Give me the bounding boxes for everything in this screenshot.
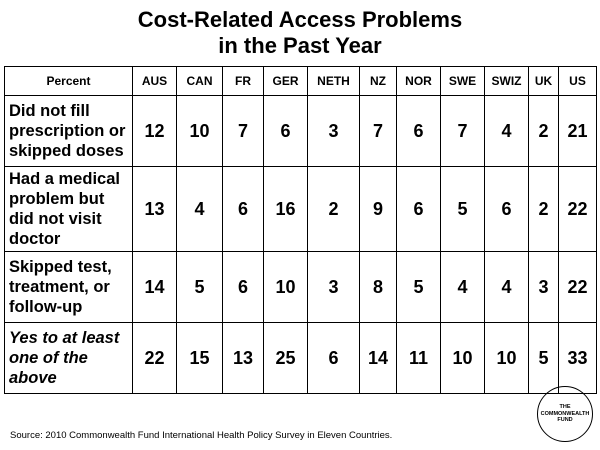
table-cell: 5: [397, 252, 441, 323]
title-line-1: Cost-Related Access Problems: [137, 7, 463, 32]
row-label-line: above: [9, 369, 57, 387]
table-cell: 22: [559, 252, 597, 323]
column-header: NZ: [360, 67, 397, 96]
table-cell: 5: [529, 323, 559, 394]
table-cell: 6: [308, 323, 360, 394]
table-cell: 21: [559, 96, 597, 167]
table-cell: 12: [133, 96, 177, 167]
logo-line-3: FUND: [557, 417, 573, 424]
row-label-line: one of the: [9, 349, 88, 367]
table-cell: 3: [308, 252, 360, 323]
table-cell: 3: [308, 96, 360, 167]
table-cell: 6: [223, 252, 264, 323]
row-label-line: Yes to at least: [9, 329, 120, 347]
source-note: Source: 2010 Commonwealth Fund International Health Policy Survey in Eleven Countries.: [10, 430, 393, 441]
column-header: NOR: [397, 67, 441, 96]
table-cell: 6: [485, 167, 529, 252]
table-cell: 9: [360, 167, 397, 252]
table-cell: 10: [177, 96, 223, 167]
row-label-line: Skipped test,: [9, 258, 112, 276]
column-header: AUS: [133, 67, 177, 96]
table-cell: 14: [360, 323, 397, 394]
table-row: [5, 252, 597, 323]
table-cell: 10: [441, 323, 485, 394]
column-header: UK: [529, 67, 559, 96]
table-cell: 6: [397, 96, 441, 167]
column-header: FR: [223, 67, 264, 96]
row-label-line: prescription or: [9, 122, 126, 140]
table-cell: 22: [559, 167, 597, 252]
table-cell: 10: [485, 323, 529, 394]
table-cell: 7: [223, 96, 264, 167]
table-cell: 22: [133, 323, 177, 394]
table-cell: 8: [360, 252, 397, 323]
table-cell: 6: [223, 167, 264, 252]
row-label-line: Had a medical: [9, 170, 120, 188]
row-label-line: did not visit: [9, 210, 102, 228]
table-cell: 6: [264, 96, 308, 167]
column-header: CAN: [177, 67, 223, 96]
table-cell: 3: [529, 252, 559, 323]
row-label: [5, 252, 133, 323]
title-line-2: in the Past Year: [218, 33, 382, 58]
table-cell: 10: [264, 252, 308, 323]
table-cell: 15: [177, 323, 223, 394]
table-cell: 33: [559, 323, 597, 394]
row-label-line: doctor: [9, 230, 61, 248]
row-label-line: Did not fill: [9, 102, 90, 120]
row-label-line: treatment, or: [9, 278, 110, 296]
column-header: GER: [264, 67, 308, 96]
table-cell: 5: [441, 167, 485, 252]
table-cell: 13: [133, 167, 177, 252]
chart-title: [0, 7, 600, 59]
table-cell: 7: [360, 96, 397, 167]
table-cell: 14: [133, 252, 177, 323]
table-cell: 4: [485, 252, 529, 323]
column-header: SWE: [441, 67, 485, 96]
table-cell: 2: [308, 167, 360, 252]
logo-line-1: THE: [559, 404, 571, 411]
row-label: [5, 323, 133, 394]
row-label-line: problem but: [9, 190, 105, 208]
table-cell: 2: [529, 96, 559, 167]
header-row: [5, 67, 597, 96]
commonwealth-fund-logo: [537, 386, 593, 442]
column-header: SWIZ: [485, 67, 529, 96]
column-header: NETH: [308, 67, 360, 96]
table-cell: 13: [223, 323, 264, 394]
table-cell: 2: [529, 167, 559, 252]
table-cell: 7: [441, 96, 485, 167]
table-cell: 4: [177, 167, 223, 252]
table-cell: 4: [485, 96, 529, 167]
row-label: [5, 167, 133, 252]
column-header: US: [559, 67, 597, 96]
table-cell: 5: [177, 252, 223, 323]
table-cell: 25: [264, 323, 308, 394]
table-row: [5, 323, 597, 394]
row-label: [5, 96, 133, 167]
corner-label: Percent: [5, 67, 133, 96]
row-label-line: skipped doses: [9, 142, 124, 160]
table-cell: 11: [397, 323, 441, 394]
table-cell: 16: [264, 167, 308, 252]
table-cell: 6: [397, 167, 441, 252]
table-row: [5, 167, 597, 252]
logo-line-2: COMMONWEALTH: [540, 410, 590, 417]
data-table: [4, 66, 597, 394]
table-row: [5, 96, 597, 167]
table-cell: 4: [441, 252, 485, 323]
row-label-line: follow-up: [9, 298, 83, 316]
